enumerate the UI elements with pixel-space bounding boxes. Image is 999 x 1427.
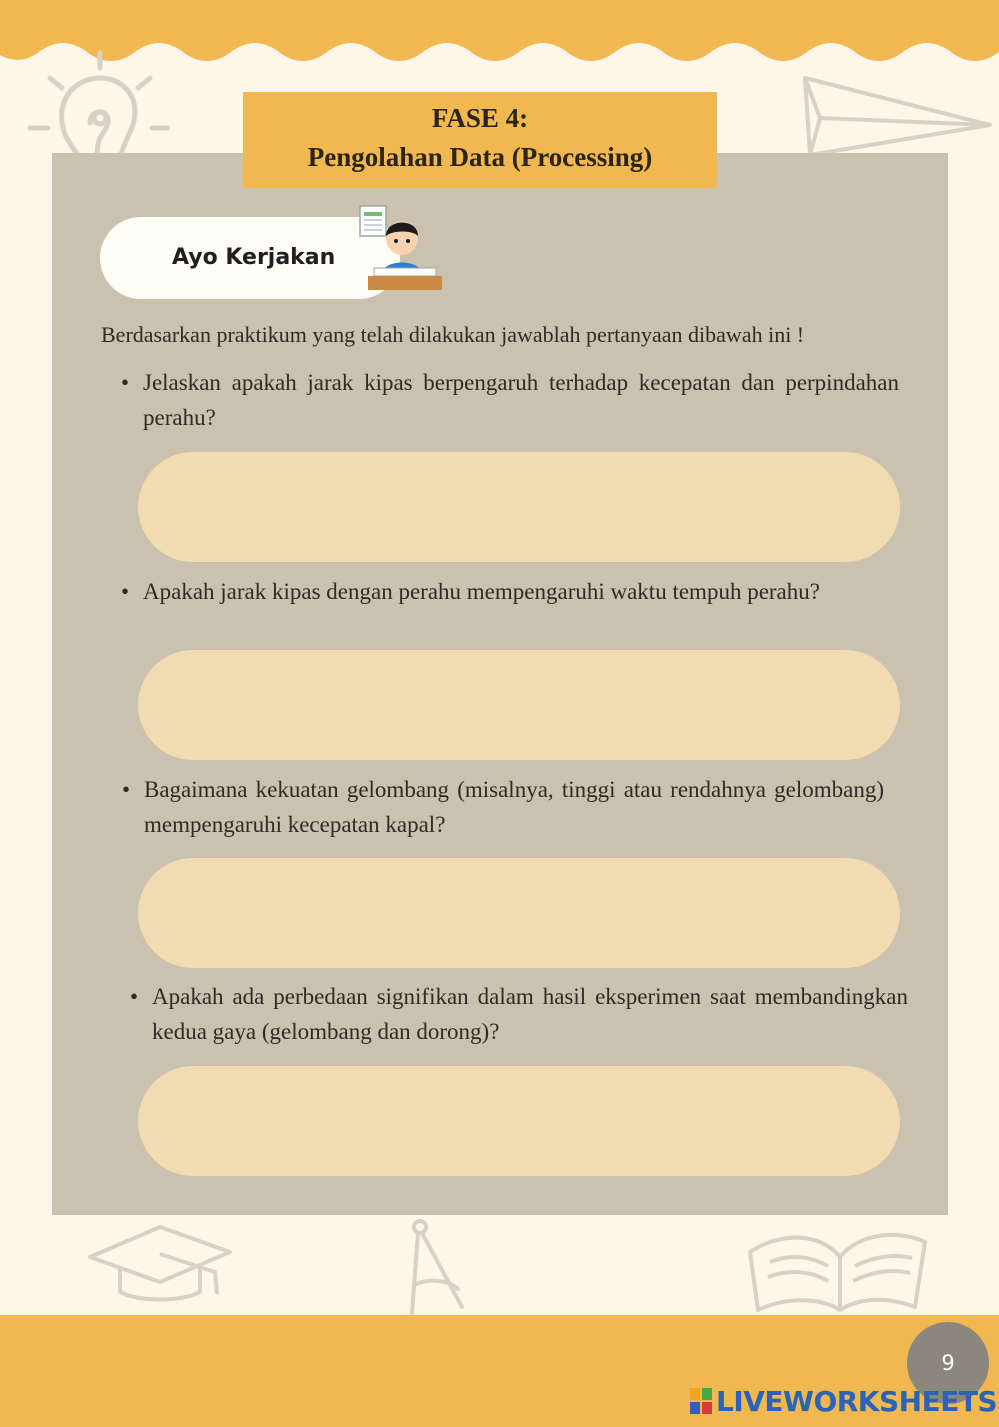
question-text: Apakah ada perbedaan signifikan dalam hasil eksperimen saat membandingkan kedua gaya (gelombang dan dorong)? [152,984,908,1044]
liveworksheets-wordmark: LIVEWORKSHEETS [716,1384,998,1418]
answer-field-2[interactable] [138,650,900,760]
answer-field-3[interactable] [138,858,900,968]
question-4 [130,979,908,1049]
question-2 [121,574,899,609]
activity-label: Ayo Kerjakan [172,245,336,270]
phase-title: FASE 4: [431,103,529,133]
compass-tool-icon [400,1215,475,1315]
question-1 [121,365,899,435]
liveworksheets-brand[interactable] [690,1384,997,1418]
question-text: Apakah jarak kipas dengan perahu mempengaruhi waktu tempuh perahu? [143,579,820,604]
activity-label-pill [100,217,400,299]
answer-field-1[interactable] [138,452,900,562]
phase-subtitle: Pengolahan Data (Processing) [307,142,653,172]
graduation-cap-icon [85,1222,235,1302]
question-3 [122,772,884,842]
question-text: Jelaskan apakah jarak kipas berpengaruh terhadap kecepatan dan perpindahan perahu? [143,370,899,430]
open-book-icon [740,1212,930,1312]
answer-field-4[interactable] [138,1066,900,1176]
student-studying-icon [358,204,442,296]
bullet: • [122,777,131,802]
intro-instruction: Berdasarkan praktikum yang telah dilakukan jawablah pertanyaan dibawah ini ! [101,322,805,347]
bullet: • [121,579,130,604]
bullet: • [130,984,139,1009]
phase-banner [243,92,717,188]
question-text: Bagaimana kekuatan gelombang (misalnya, tinggi atau rendahnya gelombang) mempengaruhi kecepatan kapal? [144,777,884,837]
bullet: • [121,370,130,395]
liveworksheets-logo-icon [690,1388,712,1414]
paper-plane-icon [790,70,999,160]
page-number: 9 [941,1351,955,1375]
lightbulb-icon [20,48,170,163]
